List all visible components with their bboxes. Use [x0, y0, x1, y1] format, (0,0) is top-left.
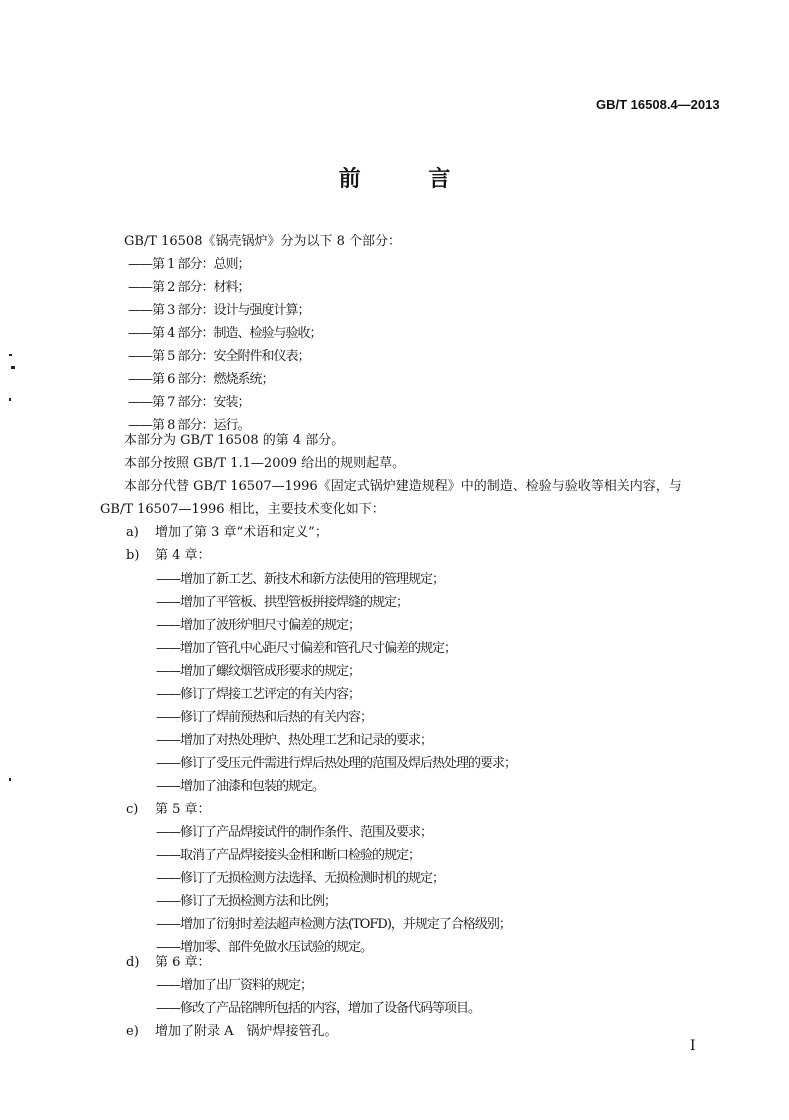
part-list-item: ——第 8 部分：运行。 [128, 418, 250, 433]
part-list-item: ——第 7 部分：安装； [128, 395, 250, 410]
list-marker: e) [126, 1024, 139, 1039]
list-marker: c) [126, 802, 139, 817]
sub-list-item: ——增加了波形炉胆尺寸偏差的规定； [156, 618, 361, 633]
part-list-item: ——第 2 部分：材料； [128, 280, 250, 295]
list-item-text: 第 5 章： [155, 802, 211, 817]
part-list-item: ——第 5 部分：安全附件和仪表； [128, 349, 310, 364]
intro-line: GB/T 16508《锅壳锅炉》分为以下 8 个部分： [124, 234, 402, 249]
scan-mark [9, 778, 11, 781]
sub-list-item: ——增加了对热处理炉、热处理工艺和记录的要求； [156, 733, 433, 748]
sub-list-item: ——增加零、部件免做水压试验的规定。 [156, 940, 373, 955]
scan-mark [9, 354, 12, 356]
sub-list-item: ——增加了衍射时差法超声检测方法(TOFD)，并规定了合格级别； [156, 917, 511, 932]
sub-list-item: ——修改了产品铭牌所包括的内容，增加了设备代码等项目。 [156, 1001, 481, 1016]
list-item-text: 第 4 章： [155, 548, 211, 563]
sub-list-item: ——增加了出厂资料的规定； [156, 978, 313, 993]
replacement-statement-continued: GB/T 16507—1996 相比，主要技术变化如下： [100, 502, 385, 517]
part-list-item: ——第 1 部分：总则； [128, 257, 250, 272]
list-item-text: 增加了第 3 章“术语和定义”； [155, 525, 328, 540]
part-list-item: ——第 4 部分：制造、检验与验收； [128, 326, 322, 341]
list-marker: a) [126, 525, 139, 540]
sub-list-item: ——修订了受压元件需进行焊后热处理的范围及焊后热处理的要求； [156, 756, 517, 771]
statement: 本部分按照 GB/T 1.1—2009 给出的规则起草。 [124, 456, 406, 471]
sub-list-item: ——增加了螺纹烟管成形要求的规定； [156, 664, 361, 679]
sub-list-item: ——增加了油漆和包装的规定。 [156, 779, 325, 794]
scan-mark [9, 398, 11, 401]
sub-list-item: ——修订了无损检测方法选择、无损检测时机的规定； [156, 871, 445, 886]
page-number: I [690, 1038, 696, 1054]
page-title: 前 言 [338, 167, 481, 192]
statement: 本部分为 GB/T 16508 的第 4 部分。 [124, 433, 345, 448]
sub-list-item: ——增加了平管板、拱型管板拼接焊缝的规定； [156, 595, 409, 610]
list-item-text: 第 6 章： [155, 955, 211, 970]
sub-list-item: ——修订了焊前预热和后热的有关内容； [156, 710, 373, 725]
sub-list-item: ——修订了焊接工艺评定的有关内容； [156, 687, 361, 702]
replacement-statement: 本部分代替 GB/T 16507—1996《固定式锅炉建造规程》中的制造、检验与验收等相关内容，与 [124, 479, 682, 494]
list-marker: b) [126, 548, 140, 563]
sub-list-item: ——增加了新工艺、新技术和新方法使用的管理规定； [156, 572, 445, 587]
sub-list-item: ——取消了产品焊接接头金相和断口检验的规定； [156, 848, 421, 863]
part-list-item: ——第 6 部分：燃烧系统； [128, 372, 274, 387]
part-list-item: ——第 3 部分：设计与强度计算； [128, 303, 310, 318]
sub-list-item: ——增加了管孔中心距尺寸偏差和管孔尺寸偏差的规定； [156, 641, 457, 656]
scan-mark [11, 366, 15, 369]
sub-list-item: ——修订了产品焊接试件的制作条件、范围及要求； [156, 825, 433, 840]
list-item-text: 增加了附录 A 锅炉焊接管孔。 [155, 1024, 338, 1039]
standard-number: GB/T 16508.4—2013 [596, 97, 720, 112]
list-marker: d) [126, 955, 140, 970]
sub-list-item: ——修订了无损检测方法和比例； [156, 894, 337, 909]
